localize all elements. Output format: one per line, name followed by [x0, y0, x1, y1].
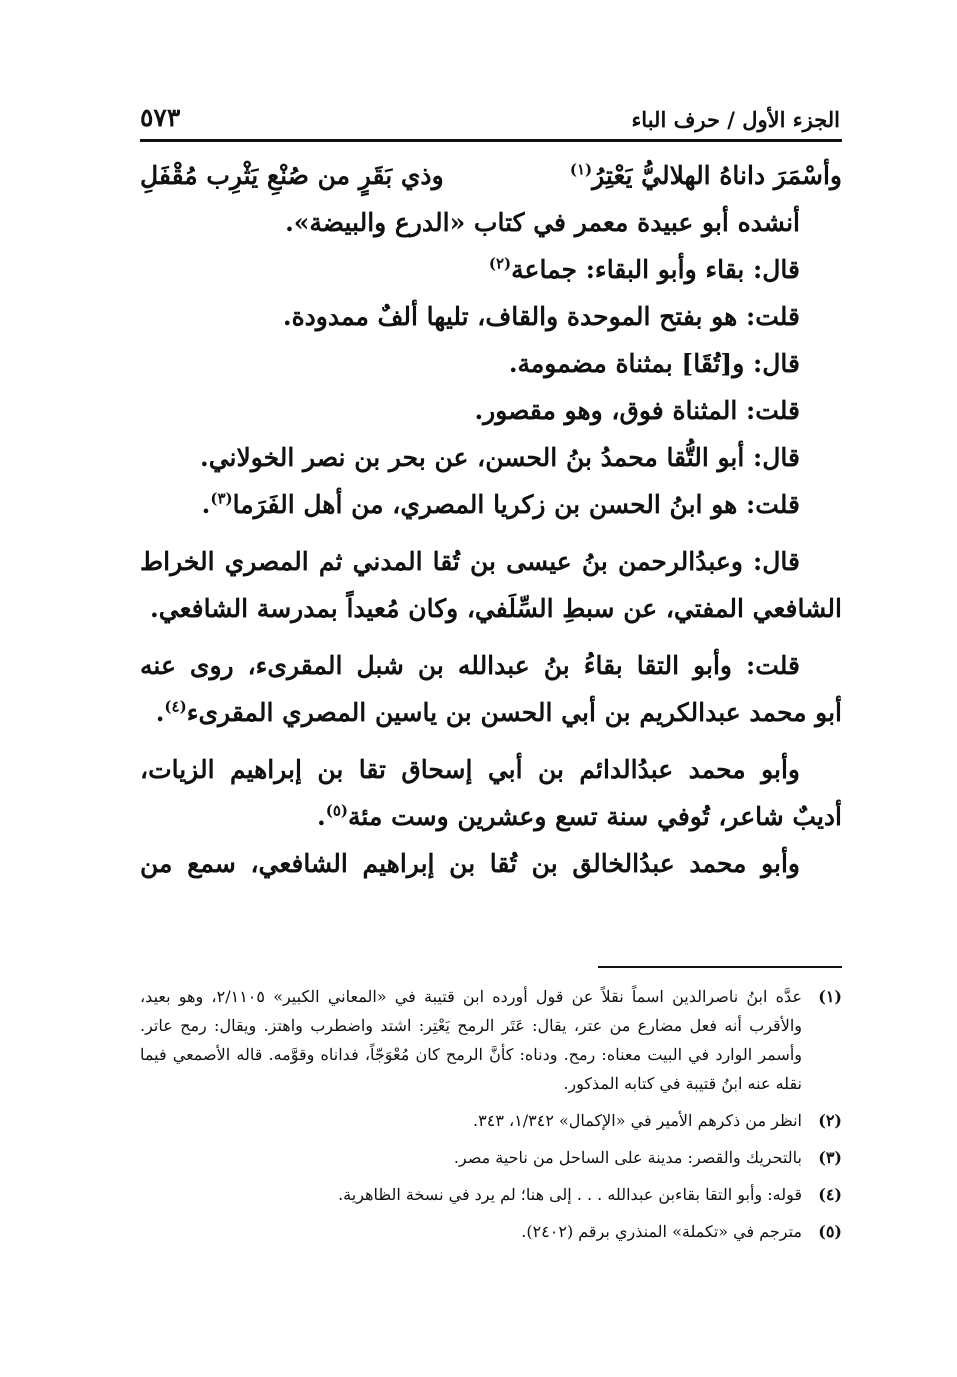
footnote-text: انظر من ذكرهم الأمير في «الإكمال» ١/٣٤٢، ٣٤٣. [473, 1111, 802, 1130]
header-rule [140, 139, 842, 142]
paragraph: قال: بقاء وأبو البقاء: جماعة$^{(٢)}$ [488, 254, 800, 284]
paragraph-line: وأبو محمد عبدُالدائم بن أبي إسحاق تقا بن إبراهيم الزيات، [140, 755, 800, 784]
footnote-ref: (٥) [325, 801, 349, 820]
footnote-text: قوله: وأبو التقا بقاءبن عبدالله . . . إلى هنا؛ لم يرد في نسخة الظاهرية. [338, 1185, 802, 1204]
paragraph: قلت: هو بفتح الموحدة والقاف، تليها ألفٌ ممدودة. [282, 302, 800, 331]
page-number: ٥٧٣ [140, 103, 181, 132]
footnote-number: (٣) [818, 1148, 842, 1167]
footnote-ref: (٣) [210, 489, 233, 508]
paragraph-line: وأبو محمد عبدُالخالق بن تُقا بن إبراهيم الشافعي، سمع من [140, 849, 800, 878]
footnote [140, 1143, 842, 1172]
footnote-ref: (١) [569, 160, 593, 179]
main-text [140, 152, 842, 887]
footnote [140, 1180, 842, 1209]
footnote-number: (٤) [818, 1185, 842, 1204]
paragraph-line: أبو محمد عبدالكريم بن أبي الحسن بن ياسين المصري المقرىء$^{(٤)}$. [155, 697, 842, 727]
footnote [140, 1217, 842, 1246]
footnote [140, 982, 842, 1098]
footnote-number: (١) [818, 987, 842, 1006]
footnotes [140, 982, 842, 1254]
footnote-text: عدَّه ابنُ ناصرالدين اسماً نقلاً عن قول أورده ابن قتيبة في «المعاني الكبير» ٢/١١٠٥، وهو بعيد، والأقرب أنه فعل مضارع من عتر، يقال: عَتَر الرمح يَعْتِر: اشتد واضطرب واهتز. ويقال: رمح عاتر. وأسمر الوارد في البيت معناه: رمح. ودناه: كأنَّ الرمح كان مُعْوَجّاً، فداناه وقوَّمه. قاله الأصمعي فيما نقله عنه ابنُ قتيبة في كتابه المذكور. [140, 987, 803, 1093]
footnote-number: (٥) [818, 1222, 842, 1241]
footnote-separator [598, 966, 842, 968]
footnote-ref: (٤) [164, 697, 187, 716]
paragraph: قلت: المثناة فوق، وهو مقصور. [474, 396, 800, 425]
paragraph: قال: أبو التُّقا محمدُ بنُ الحسن، عن بحر بن نصر الخولاني. [199, 443, 800, 472]
paragraph: أنشده أبو عبيدة معمر في كتاب «الدرع والبيضة». [285, 208, 800, 237]
paragraph-line: قلت: وأبو التقا بقاءُ بنُ عبدالله بن شبل المقرىء، روى عنه [140, 651, 800, 680]
footnote-ref: (٢) [488, 254, 512, 273]
paragraph-line: أديبٌ شاعر، تُوفي سنة تسع وعشرين وست مئة$^{(٥)}$. [317, 801, 842, 831]
paragraph: قلت: هو ابنُ الحسن بن زكريا المصري، من أهل الفَرَما$^{(٣)}$. [201, 489, 800, 519]
poetry-verse [140, 152, 842, 199]
verse-second-hemistich: وذي بَقَرٍ من صُنْعِ يَثْرِب مُقْفَلِ [140, 161, 444, 190]
footnote-number: (٢) [818, 1111, 842, 1130]
paragraph-line: قال: وعبدُالرحمن بنُ عيسى بن تُقا المدني ثم المصري الخراط [140, 547, 800, 576]
running-title: الجزء الأول / حرف الباء [631, 107, 840, 132]
footnote-text: مترجم في «تكملة» المنذري برقم (٢٤٠٢). [521, 1222, 802, 1241]
verse-first-hemistich: وأسْمَرَ داناهُ الهلاليُّ يَعْتِرُ$^{(١)}$ [569, 160, 842, 190]
paragraph: قال: و[تُقَا] بمثناة مضمومة. [508, 349, 800, 378]
footnote [140, 1106, 842, 1135]
page-header [140, 92, 840, 132]
footnote-text: بالتحريك والقصر: مدينة على الساحل من ناحية مصر. [453, 1148, 802, 1167]
paragraph-line: الشافعي المفتي، عن سبطِ السِّلَفي، وكان مُعيداً بمدرسة الشافعي. [150, 594, 842, 623]
